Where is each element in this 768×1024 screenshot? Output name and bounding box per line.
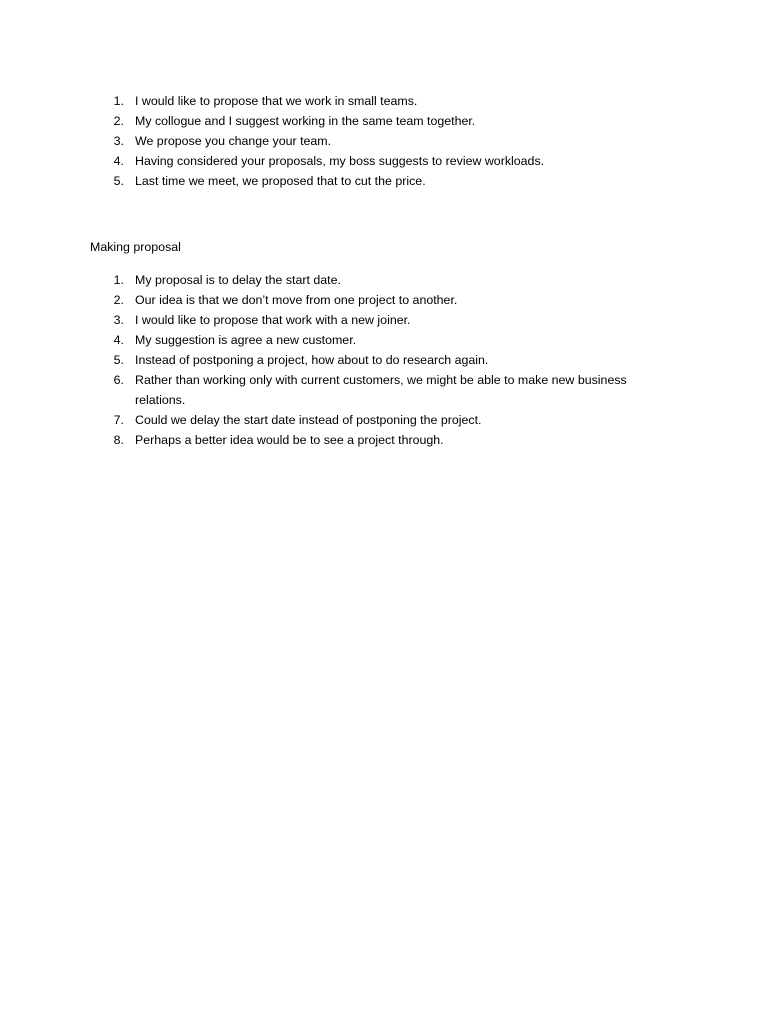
- list-number: 7.: [113, 413, 124, 428]
- list-item: [100, 271, 660, 291]
- list-item: [100, 431, 660, 451]
- list-item: [100, 152, 660, 172]
- proposal-sentence-list: [100, 92, 660, 192]
- list-number: 3.: [113, 313, 124, 328]
- list-item-text: My collogue and I suggest working in the same team together.: [135, 114, 476, 129]
- list-item-text: My proposal is to delay the start date.: [135, 273, 341, 287]
- list-number: 4.: [113, 333, 124, 348]
- making-proposal-list: [100, 271, 660, 451]
- list-item-text: Instead of postponing a project, how about to do research again.: [135, 353, 489, 368]
- list-item: [100, 172, 660, 192]
- list-item: [100, 351, 660, 371]
- list-item-text: Could we delay the start date instead of postponing the project.: [135, 413, 482, 428]
- list-item: [100, 371, 660, 410]
- list-item-text: Our idea is that we don’t move from one project to another.: [135, 293, 458, 308]
- list-item-text: Last time we meet, we proposed that to cut the price.: [135, 174, 426, 189]
- list-item: [100, 291, 660, 311]
- list-number: 3.: [113, 134, 124, 149]
- list-number: 5.: [113, 174, 124, 189]
- section-heading: Making proposal: [90, 240, 181, 254]
- list-number: 6.: [113, 373, 124, 388]
- list-item: [100, 112, 660, 132]
- list-item: [100, 411, 660, 431]
- list-number: 8.: [113, 433, 124, 448]
- list-number: 4.: [113, 154, 124, 169]
- list-item-text: We propose you change your team.: [135, 134, 332, 149]
- list-number: 5.: [113, 353, 124, 368]
- list-item: [100, 331, 660, 351]
- list-item-text: Rather than working only with current customers, we might be able to make new business relations.: [135, 373, 627, 407]
- list-item-text: My suggestion is agree a new customer.: [135, 333, 357, 348]
- list-item-text: Perhaps a better idea would be to see a project through.: [135, 433, 444, 448]
- list-item: [100, 311, 660, 331]
- list-number: 1.: [113, 273, 124, 287]
- list-item: [100, 92, 660, 112]
- list-number: 2.: [113, 114, 124, 129]
- list-item-text: Having considered your proposals, my boss suggests to review workloads.: [135, 154, 545, 169]
- list-number: 2.: [113, 293, 124, 308]
- list-number: 1.: [113, 94, 124, 108]
- list-item-text: I would like to propose that we work in small teams.: [135, 94, 418, 108]
- list-item: [100, 132, 660, 152]
- list-item-text: I would like to propose that work with a new joiner.: [135, 313, 411, 328]
